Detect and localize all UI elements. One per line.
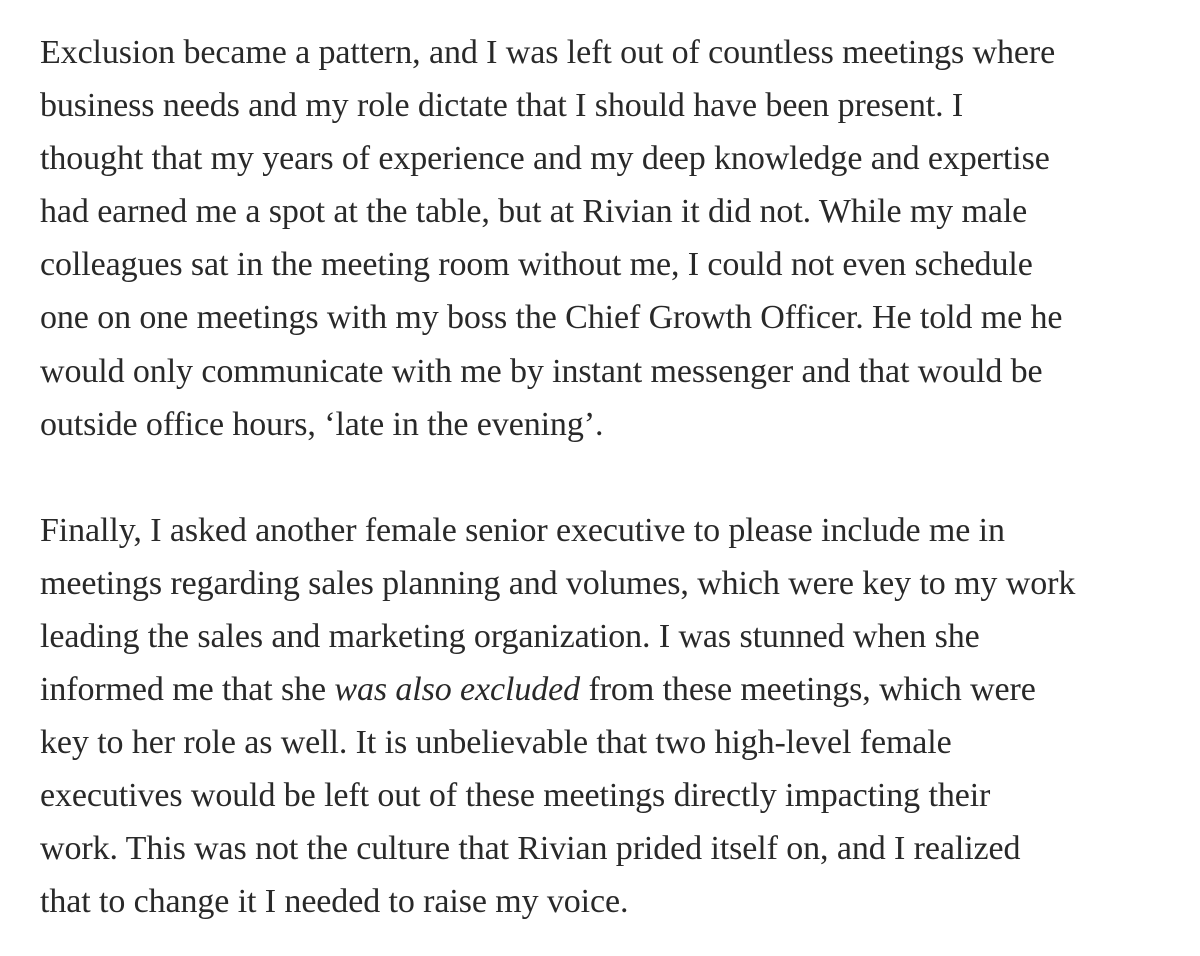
text-line: thought that my years of experience and my deep knowledge and expertise bbox=[40, 140, 1050, 178]
text-line: one on one meetings with my boss the Chief Growth Officer. He told me he bbox=[40, 299, 1063, 337]
text-line: executives would be left out of these meetings directly impacting their bbox=[40, 777, 991, 815]
text-line: work. This was not the culture that Rivian prided itself on, and I realized bbox=[40, 830, 1021, 868]
text-line: key to her role as well. It is unbelievable that two high-level female bbox=[40, 724, 952, 762]
text-line: that to change it I needed to raise my voice. bbox=[40, 883, 629, 921]
text-segment: informed me that she bbox=[40, 671, 335, 709]
text-line: Finally, I asked another female senior executive to please include me in bbox=[40, 511, 1005, 549]
text-line-with-emphasis bbox=[40, 663, 1180, 716]
text-segment: from these meetings, which were bbox=[580, 671, 1036, 709]
paragraph-finally bbox=[40, 504, 1180, 929]
text-line: meetings regarding sales planning and volumes, which were key to my work bbox=[40, 564, 1076, 602]
text-line: business needs and my role dictate that I should have been present. I bbox=[40, 87, 964, 125]
text-line: had earned me a spot at the table, but at Rivian it did not. While my male bbox=[40, 193, 1028, 231]
text-line: Exclusion became a pattern, and I was left out of countless meetings where bbox=[40, 34, 1056, 71]
text-line: leading the sales and marketing organization. I was stunned when she bbox=[40, 617, 980, 655]
italic-emphasis: was also excluded bbox=[334, 671, 581, 709]
text-line: colleagues sat in the meeting room without me, I could not even schedule bbox=[40, 246, 1033, 284]
text-line: would only communicate with me by instant messenger and that would be bbox=[40, 352, 1043, 390]
paragraph-exclusion bbox=[40, 26, 1180, 451]
text-line: outside office hours, ‘late in the evening’. bbox=[40, 405, 604, 443]
